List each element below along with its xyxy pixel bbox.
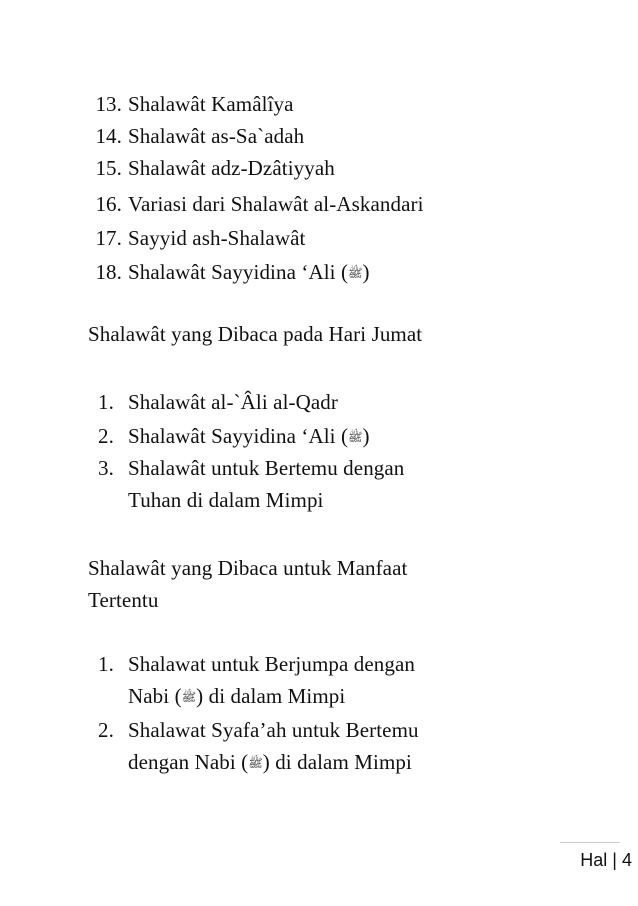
list-number: 16. (95, 192, 122, 216)
footer-label: Hal (580, 850, 608, 870)
list-text: Shalawât untuk Bertemu dengan (128, 456, 405, 480)
honorific-glyph: ﷺ (348, 266, 363, 280)
section-heading-continuation: Tertentu (88, 588, 159, 612)
honorific-glyph: ﷺ (348, 430, 363, 444)
page-footer (540, 848, 632, 872)
list-text: Shalawât Sayyidina ‘Ali (ﷺ) (128, 258, 370, 287)
list-number: 2. (98, 718, 114, 742)
list-text: Shalawat Syafa’ah untuk Bertemu (128, 718, 419, 742)
list-number: 14. (95, 124, 122, 148)
page-number: 4 (621, 850, 632, 870)
list-text: Shalawat untuk Berjumpa dengan (128, 652, 416, 676)
list-text-continuation: dengan Nabi (ﷺ) di dalam Mimpi (128, 748, 412, 777)
section-heading: Shalawât yang Dibaca pada Hari Jumat (88, 322, 423, 346)
list-number: 1. (98, 390, 114, 414)
list-number: 1. (98, 652, 114, 676)
list-text: Shalawât as-Sa`adah (128, 124, 305, 148)
list-text: Shalawât Kamâlîya (128, 92, 294, 116)
list-number: 13. (95, 92, 122, 116)
list-text: Variasi dari Shalawât al-Askandari (128, 192, 424, 216)
list-number: 15. (95, 156, 122, 180)
honorific-glyph: ﷺ (181, 690, 197, 704)
list-text-continuation: Tuhan di dalam Mimpi (128, 488, 324, 512)
list-number: 2. (98, 424, 114, 448)
list-text: Shalawât al-`Âli al-Qadr (128, 390, 338, 414)
list-text: Sayyid ash-Shalawât (128, 226, 306, 250)
list-number: 17. (95, 226, 122, 250)
honorific-glyph: ﷺ (248, 756, 263, 770)
list-text: Shalawât Sayyidina ‘Ali (ﷺ) (128, 422, 370, 451)
list-text-continuation: Nabi (ﷺ) di dalam Mimpi (128, 682, 345, 711)
list-text: Shalawât adz-Dzâtiyyah (128, 156, 335, 180)
section-heading: Shalawât yang Dibaca untuk Manfaat (88, 556, 408, 580)
footer-separator: | (612, 850, 617, 870)
footer-divider (560, 842, 620, 843)
list-number: 3. (98, 456, 114, 480)
list-number: 18. (95, 260, 122, 284)
